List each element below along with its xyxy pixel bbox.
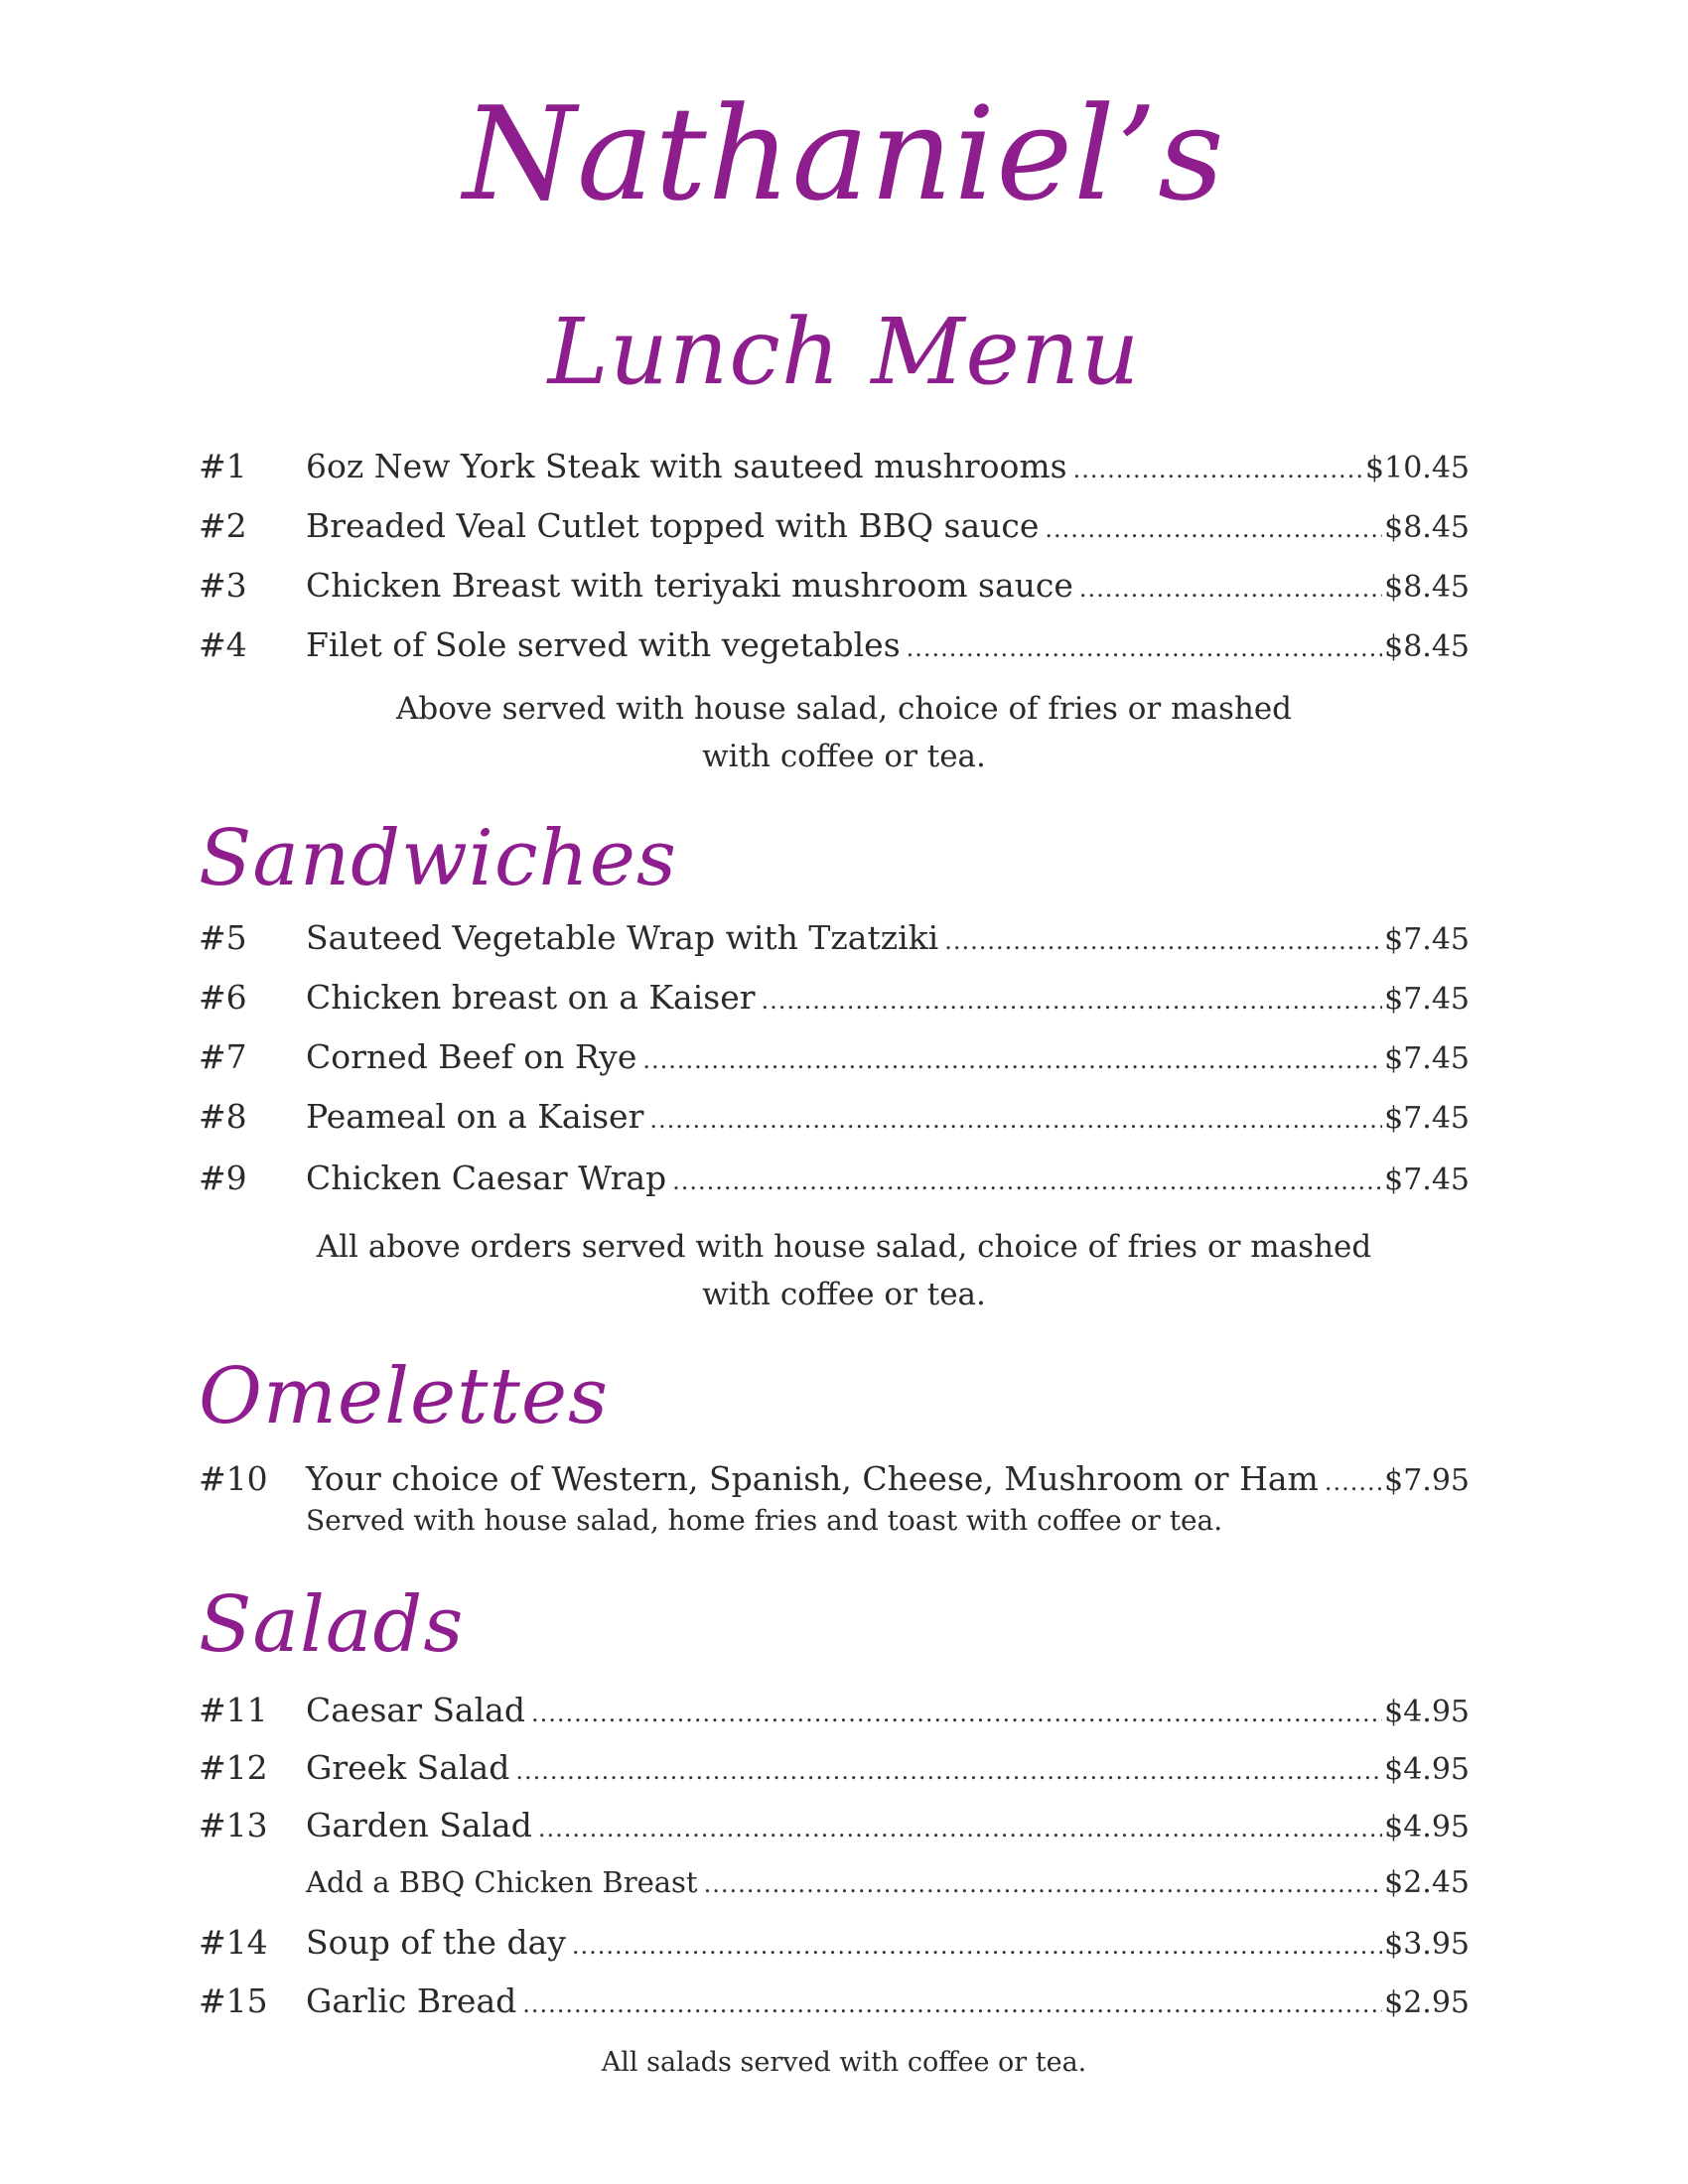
item-name: Chicken Breast with teriyaki mushroom sauce xyxy=(306,566,1073,605)
menu-item xyxy=(199,913,1470,963)
item-number: #7 xyxy=(199,1037,247,1076)
item-name: Garden Salad xyxy=(306,1806,532,1844)
lunch-note-line1: Above served with house salad, choice of fries or mashed xyxy=(395,691,1293,727)
menu-title: Lunch Menu xyxy=(547,299,1141,405)
menu-item xyxy=(199,1032,1470,1082)
item-name: Sauteed Vegetable Wrap with Tzatziki xyxy=(306,918,939,957)
dot-leader xyxy=(1045,504,1382,554)
salads-note: All salads served with coffee or tea. xyxy=(601,2047,1087,2078)
section-heading-salads: Salads xyxy=(199,1580,465,1670)
dot-leader xyxy=(672,1157,1382,1206)
restaurant-name: Nathaniel’s xyxy=(463,78,1225,229)
addon-name: Add a BBQ Chicken Breast xyxy=(306,1865,698,1899)
item-name: Garlic Bread xyxy=(306,1981,517,2020)
dot-leader xyxy=(944,916,1382,966)
item-name: Chicken Caesar Wrap xyxy=(306,1159,667,1197)
dot-leader xyxy=(1325,1457,1382,1507)
item-number: #14 xyxy=(199,1923,268,1962)
item-number: #11 xyxy=(199,1691,268,1729)
item-number: #9 xyxy=(199,1159,247,1197)
menu-item xyxy=(199,1686,1470,1735)
sandwiches-note-line1: All above orders served with house salad, choice of fries or mashed xyxy=(316,1229,1372,1265)
item-name: Chicken breast on a Kaiser xyxy=(306,978,756,1017)
item-price: $8.45 xyxy=(1384,629,1470,664)
item-number: #13 xyxy=(199,1806,268,1844)
menu-item xyxy=(199,1154,1470,1203)
menu-item xyxy=(199,1977,1470,2026)
item-name: Greek Salad xyxy=(306,1748,510,1787)
menu-item xyxy=(199,1743,1470,1793)
menu-item xyxy=(199,1801,1470,1850)
item-price: $4.95 xyxy=(1384,1695,1470,1729)
item-name: Filet of Sole served with vegetables xyxy=(306,625,901,664)
menu-item xyxy=(199,1092,1470,1142)
item-price: $7.45 xyxy=(1384,1041,1470,1076)
dot-leader xyxy=(649,1095,1382,1145)
item-name: Soup of the day xyxy=(306,1923,566,1962)
dot-leader xyxy=(522,1979,1382,2029)
menu-item xyxy=(199,501,1470,551)
item-number: #4 xyxy=(199,625,247,664)
item-name: Your choice of Western, Spanish, Cheese, Mushroom or Ham xyxy=(306,1459,1319,1498)
dot-leader xyxy=(704,1859,1383,1909)
dot-leader xyxy=(1073,445,1363,494)
item-price: $3.95 xyxy=(1384,1927,1470,1962)
item-price: $8.45 xyxy=(1384,570,1470,605)
item-number: #3 xyxy=(199,566,247,605)
menu-addon xyxy=(199,1857,1470,1907)
menu-item xyxy=(199,442,1470,491)
section-heading-omelettes: Omelettes xyxy=(199,1352,610,1441)
item-name: 6oz New York Steak with sauteed mushrooms xyxy=(306,447,1067,485)
item-number: #6 xyxy=(199,978,247,1017)
item-name: Corned Beef on Rye xyxy=(306,1037,637,1076)
dot-leader xyxy=(1079,564,1382,614)
item-price: $2.95 xyxy=(1384,1985,1470,2020)
item-number: #8 xyxy=(199,1097,247,1136)
item-price: $7.45 xyxy=(1384,982,1470,1017)
item-price: $4.95 xyxy=(1384,1752,1470,1787)
item-name: Caesar Salad xyxy=(306,1691,525,1729)
dot-leader xyxy=(572,1921,1382,1971)
menu-item xyxy=(199,1454,1470,1504)
item-price: $7.45 xyxy=(1384,922,1470,957)
dot-leader xyxy=(642,1035,1382,1085)
item-price: $7.45 xyxy=(1384,1101,1470,1136)
addon-price: $2.45 xyxy=(1384,1865,1470,1900)
lunch-note-line2: with coffee or tea. xyxy=(702,739,986,774)
sandwiches-note-line2: with coffee or tea. xyxy=(702,1277,986,1312)
menu-item xyxy=(199,561,1470,611)
menu-item xyxy=(199,973,1470,1023)
dot-leader xyxy=(538,1804,1382,1853)
menu-item xyxy=(199,620,1470,670)
item-name: Peameal on a Kaiser xyxy=(306,1097,644,1136)
item-price: $7.45 xyxy=(1384,1162,1470,1197)
item-number: #10 xyxy=(199,1459,268,1498)
dot-leader xyxy=(515,1746,1382,1796)
dot-leader xyxy=(907,623,1382,673)
menu-item xyxy=(199,1918,1470,1968)
dot-leader xyxy=(762,976,1383,1025)
omelettes-note: Served with house salad, home fries and toast with coffee or tea. xyxy=(306,1504,1223,1537)
item-number: #2 xyxy=(199,506,247,545)
item-number: #5 xyxy=(199,918,247,957)
dot-leader xyxy=(531,1689,1382,1738)
item-price: $8.45 xyxy=(1384,510,1470,545)
item-name: Breaded Veal Cutlet topped with BBQ sauce xyxy=(306,506,1040,545)
item-price: $4.95 xyxy=(1384,1810,1470,1844)
item-price: $7.95 xyxy=(1384,1463,1470,1498)
item-number: #1 xyxy=(199,447,247,485)
item-number: #12 xyxy=(199,1748,268,1787)
item-number: #15 xyxy=(199,1981,268,2020)
section-heading-sandwiches: Sandwiches xyxy=(199,814,677,903)
item-price: $10.45 xyxy=(1365,451,1470,485)
